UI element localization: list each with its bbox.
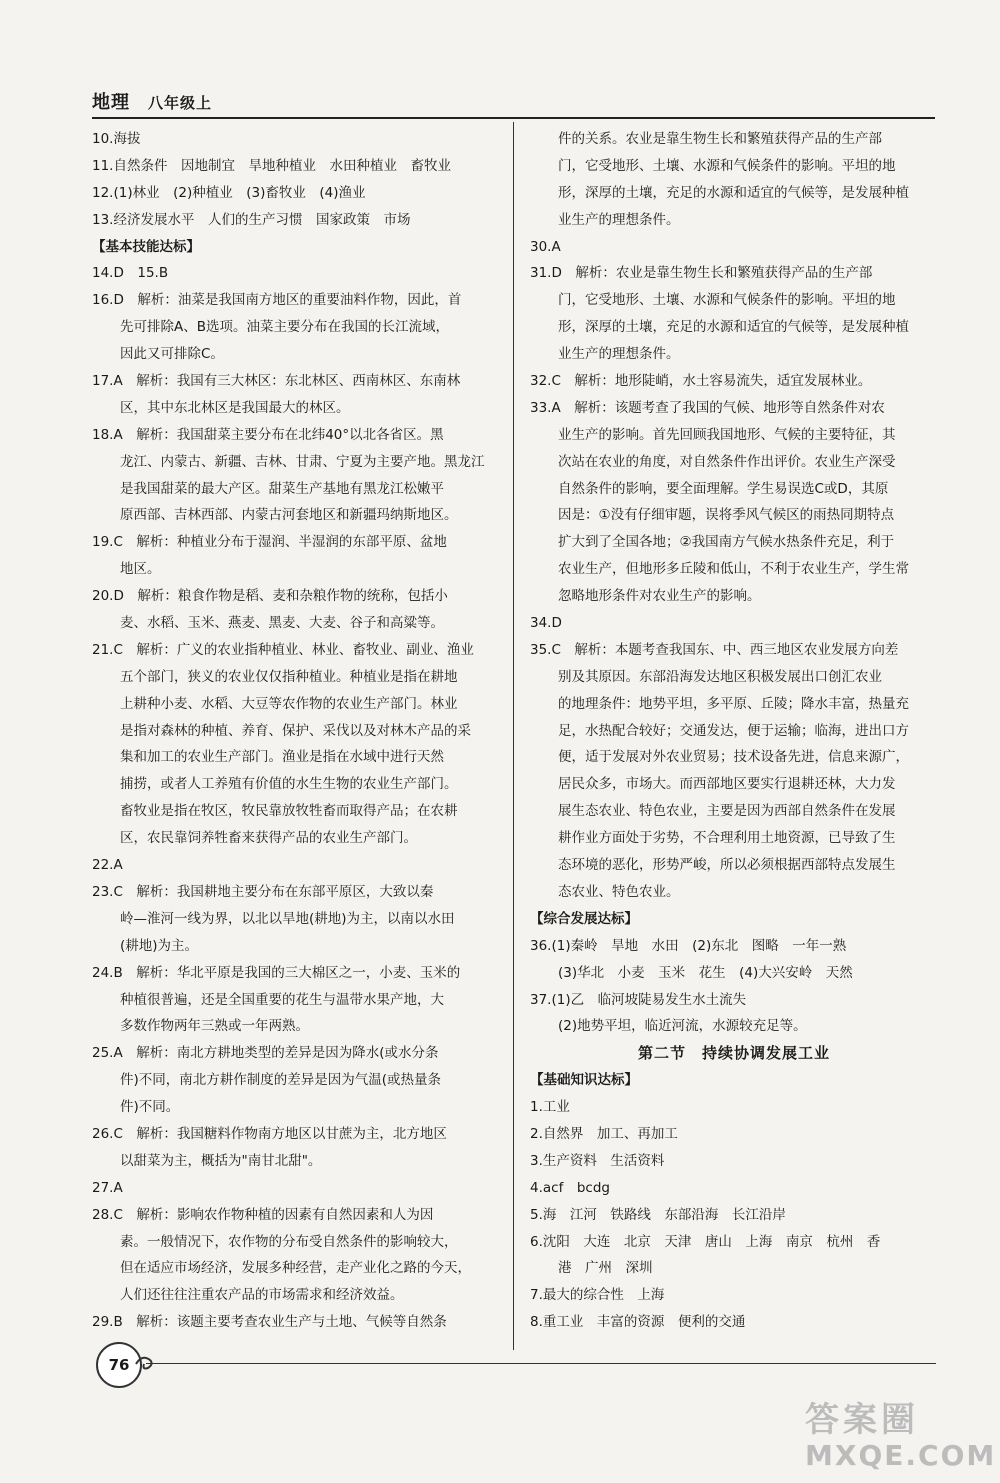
answer-line: 因此又可排除C。 bbox=[120, 346, 224, 363]
answer-line: 足，水热配合较好；交通发达，便于运输；临海，进出口方 bbox=[558, 722, 909, 739]
answer-line: 岭—淮河一线为界，以北以旱地(耕地)为主，以南以水田 bbox=[120, 910, 455, 927]
answer-line: 34.D bbox=[530, 615, 562, 632]
column-divider bbox=[513, 122, 514, 1350]
answer-line: 居民众多，市场大。而西部地区要实行退耕还林，大力发 bbox=[558, 776, 896, 793]
answer-line: 是指对森林的种植、养育、保护、采伐以及对林木产品的采 bbox=[120, 722, 471, 739]
answer-line: 形，深厚的土壤，充足的水源和适宜的气候等，是发展种植 bbox=[558, 319, 909, 336]
answer-line: 集和加工的农业生产部门。渔业是指在水域中进行天然 bbox=[120, 749, 444, 766]
watermark-line1: 答案圈 bbox=[805, 1400, 919, 1440]
section-heading: 【综合发展达标】 bbox=[530, 910, 638, 927]
answer-line: 态农业、特色农业。 bbox=[558, 883, 680, 900]
answer-line: 26.C 解析：我国糖料作物南方地区以甘蔗为主，北方地区 bbox=[92, 1125, 447, 1142]
answer-line: 19.C 解析：种植业分布于湿润、半湿润的东部平原、盆地 bbox=[92, 534, 447, 551]
answer-line: 14.D 15.B bbox=[92, 265, 169, 282]
header-rule bbox=[92, 117, 935, 119]
answer-line: (2)地势平坦，临近河流，水源较充足等。 bbox=[558, 1018, 807, 1035]
answer-line: 6.沈阳 大连 北京 天津 唐山 上海 南京 杭州 香 bbox=[530, 1233, 881, 1250]
answer-line: 21.C 解析：广义的农业指种植业、林业、畜牧业、副业、渔业 bbox=[92, 641, 474, 658]
answer-line: 22.A bbox=[92, 857, 123, 874]
answer-line: 10.海拔 bbox=[92, 131, 141, 147]
answer-line: 27.A bbox=[92, 1179, 123, 1196]
answer-line: 捕捞，或者人工养殖有价值的水生生物的农业生产部门。 bbox=[120, 776, 458, 793]
answer-line: 素。一般情况下，农作物的分布受自然条件的影响较大， bbox=[120, 1233, 458, 1250]
grade-label: 八年级上 bbox=[148, 94, 213, 112]
answer-line: 业生产的理想条件。 bbox=[558, 211, 680, 228]
section-heading: 【基本技能达标】 bbox=[92, 238, 200, 255]
right-column bbox=[530, 126, 938, 1336]
answer-line: 12.(1)林业 (2)种植业 (3)畜牧业 (4)渔业 bbox=[92, 184, 366, 201]
answer-line: 门，它受地形、土壤、水源和气候条件的影响。平坦的地 bbox=[558, 292, 896, 309]
answer-line: 29.B 解析：该题主要考查农业生产与土地、气候等自然条 bbox=[92, 1314, 447, 1331]
answer-line: 以甜菜为主，概括为"南甘北甜"。 bbox=[120, 1152, 322, 1169]
answer-line: 37.(1)乙 临河坡陡易发生水土流失 bbox=[530, 991, 747, 1008]
answer-line: 是我国甜菜的最大产区。甜菜生产基地有黑龙江松嫩平 bbox=[120, 480, 444, 497]
answer-line: 16.D 解析：油菜是我国南方地区的重要油料作物，因此，首 bbox=[92, 292, 462, 309]
watermark bbox=[805, 1400, 996, 1472]
answer-line: (耕地)为主。 bbox=[120, 937, 199, 954]
answer-line: 28.C 解析：影响农作物种植的因素有自然因素和人为因 bbox=[92, 1206, 434, 1223]
answer-line: 区，农民靠饲养牲畜来获得产品的农业生产部门。 bbox=[120, 830, 417, 847]
answer-line: 自然条件的影响，要全面理解。学生易误选C或D，其原 bbox=[558, 480, 889, 497]
answer-line: 上耕种小麦、水稻、大豆等农作物的农业生产部门。林业 bbox=[120, 695, 458, 712]
answer-line: 别及其原因。东部沿海发达地区积极发展出口创汇农业 bbox=[558, 668, 882, 685]
answer-line: 3.生产资料 生活资料 bbox=[530, 1152, 665, 1169]
answer-line: 24.B 解析：华北平原是我国的三大棉区之一，小麦、玉米的 bbox=[92, 964, 461, 981]
answer-line: 忽略地形条件对农业生产的影响。 bbox=[558, 588, 761, 605]
answer-line: 31.D 解析：农业是靠生物生长和繁殖获得产品的生产部 bbox=[530, 265, 873, 282]
answer-line: 地区。 bbox=[120, 561, 161, 578]
answer-line: 因是：①没有仔细审题，误将季风气候区的雨热同期特点 bbox=[558, 507, 895, 524]
page-header bbox=[92, 88, 212, 114]
answer-line: 20.D 解析：粮食作物是稻、麦和杂粮作物的统称，包括小 bbox=[92, 588, 448, 605]
answer-line: 扩大到了全国各地；②我国南方气候水热条件充足，利于 bbox=[558, 534, 895, 551]
answer-line: 港 广州 深圳 bbox=[558, 1260, 653, 1277]
answer-line: 4.acf bcdg bbox=[530, 1179, 610, 1196]
answer-line: 先可排除A、B选项。油菜主要分布在我国的长江流域， bbox=[120, 319, 449, 336]
answer-line: 18.A 解析：我国甜菜主要分布在北纬40°以北各省区。黑 bbox=[92, 426, 444, 443]
answer-line: 35.C 解析：本题考查我国东、中、西三地区农业发展方向差 bbox=[530, 641, 899, 658]
answer-line: 2.自然界 加工、再加工 bbox=[530, 1125, 678, 1142]
answer-line: 件的关系。农业是靠生物生长和繁殖获得产品的生产部 bbox=[558, 131, 882, 147]
answer-line: 耕作业方面处于劣势，不合理利用土地资源，已导致了生 bbox=[558, 830, 896, 847]
answer-line: 13.经济发展水平 人们的生产习惯 国家政策 市场 bbox=[92, 211, 411, 228]
answer-line: 7.最大的综合性 上海 bbox=[530, 1287, 665, 1304]
answer-line: 原西部、吉林西部、内蒙古河套地区和新疆玛纳斯地区。 bbox=[120, 507, 458, 524]
subject-title: 地理 bbox=[92, 92, 130, 113]
answer-line: 次站在农业的角度，对自然条件作出评价。农业生产深受 bbox=[558, 453, 896, 470]
answer-line: 33.A 解析：该题考查了我国的气候、地形等自然条件对农 bbox=[530, 399, 885, 416]
answer-line: 种植很普遍，还是全国重要的花生与温带水果产地，大 bbox=[120, 991, 444, 1008]
answer-line: 1.工业 bbox=[530, 1099, 570, 1116]
answer-line: 门，它受地形、土壤、水源和气候条件的影响。平坦的地 bbox=[558, 157, 896, 174]
answer-line: 展生态农业、特色农业，主要是因为西部自然条件在发展 bbox=[558, 803, 896, 820]
left-column bbox=[92, 126, 504, 1336]
answer-line: 但在适应市场经济，发展多种经营，走产业化之路的今天， bbox=[120, 1260, 471, 1277]
page-number: 76 bbox=[108, 1356, 130, 1374]
answer-line: 25.A 解析：南北方耕地类型的差异是因为降水(或水分条 bbox=[92, 1045, 439, 1062]
answer-line: 件)不同，南北方耕作制度的差异是因为气温(或热量条 bbox=[120, 1072, 442, 1089]
answer-line: 业生产的理想条件。 bbox=[558, 346, 680, 363]
answer-line: 区，其中东北林区是我国最大的林区。 bbox=[120, 399, 350, 416]
answer-line: 人们还往往注重农产品的市场需求和经济效益。 bbox=[120, 1287, 404, 1304]
answer-line: 形，深厚的土壤，充足的水源和适宜的气候等，是发展种植 bbox=[558, 184, 909, 201]
answer-line: 8.重工业 丰富的资源 便利的交通 bbox=[530, 1314, 746, 1331]
chapter-title: 第二节 持续协调发展工业 bbox=[637, 1044, 830, 1063]
answer-line: 态环境的恶化，形势严峻，所以必须根据西部特点发展生 bbox=[558, 857, 896, 874]
answer-line: 多数作物两年三熟或一年两熟。 bbox=[120, 1018, 309, 1035]
answer-line: 11.自然条件 因地制宜 旱地种植业 水田种植业 畜牧业 bbox=[92, 157, 451, 174]
answer-line: 17.A 解析：我国有三大林区：东北林区、西南林区、东南林 bbox=[92, 373, 461, 390]
answer-line: 的地理条件：地势平坦，多平原、丘陵；降水丰富，热量充 bbox=[558, 695, 909, 712]
answer-line: 业生产的影响。首先回顾我国地形、气候的主要特征，其 bbox=[558, 426, 896, 443]
answer-line: 农业生产，但地形多丘陵和低山，不利于农业生产，学生常 bbox=[558, 561, 909, 578]
answer-line: (3)华北 小麦 玉米 花生 (4)大兴安岭 天然 bbox=[558, 964, 853, 981]
answer-line: 23.C 解析：我国耕地主要分布在东部平原区，大致以秦 bbox=[92, 883, 434, 900]
answer-line: 件)不同。 bbox=[120, 1099, 180, 1116]
answer-line: 5.海 江河 铁路线 东部沿海 长江沿岸 bbox=[530, 1206, 786, 1223]
answer-line: 畜牧业是指在牧区，牧民靠放牧牲畜而取得产品；在农耕 bbox=[120, 803, 458, 820]
footer-rule bbox=[146, 1363, 936, 1364]
answer-line: 龙江、内蒙古、新疆、吉林、甘肃、宁夏为主要产地。黑龙江 bbox=[120, 453, 485, 470]
answer-line: 便，适于发展对外农业贸易；技术设备先进，信息来源广， bbox=[558, 749, 909, 766]
answer-line: 麦、水稻、玉米、燕麦、黑麦、大麦、谷子和高粱等。 bbox=[120, 615, 444, 632]
answer-line: 32.C 解析：地形陡峭，水土容易流失，适宜发展林业。 bbox=[530, 373, 872, 390]
answer-line: 30.A bbox=[530, 238, 561, 255]
section-heading: 【基础知识达标】 bbox=[530, 1072, 638, 1089]
watermark-line2: MXQE.COM bbox=[805, 1439, 997, 1472]
answer-line: 36.(1)秦岭 旱地 水田 (2)东北 图略 一年一熟 bbox=[530, 937, 847, 954]
answer-line: 五个部门，狭义的农业仅仅指种植业。种植业是指在耕地 bbox=[120, 668, 458, 685]
